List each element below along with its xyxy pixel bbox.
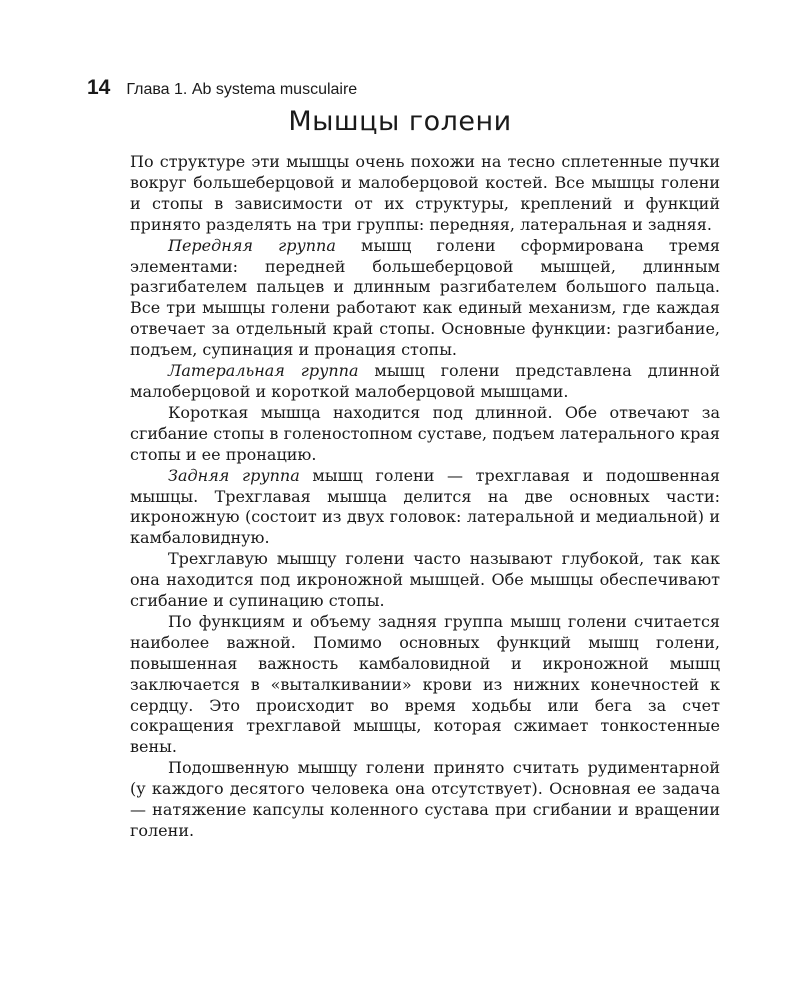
paragraph <box>130 549 720 612</box>
paragraph-text: мышц голени сформирована тремя элементами: передней большеберцовой мышцей, длинным разгибателем пальцев и длинным разгибателем большого пальца. Все три мышцы голени работают как единый механизм, где каждая отвечает за отдельный край стопы. Основные функции: разгибание, подъем, супинация и пронация стопы. <box>130 235 721 360</box>
paragraph-text: Короткая мышца находится под длинной. Обе отвечают за сгибание стопы в голеностопном суставе, подъем латерального края стопы и ее пронацию. <box>130 402 720 464</box>
paragraph-text: Подошвенную мышцу голени принято считать рудиментарной (у каждого десятого человека она отсутствует). Основная ее задача — натяжение капсулы коленного сустава при сгибании и вращении голени. <box>130 758 720 840</box>
paragraph <box>130 361 720 403</box>
paragraph-text: мышц голени представлена длинной малоберцовой и короткой малоберцовой мышцами. <box>130 361 721 401</box>
paragraph-text: Трехглавую мышцу голени часто называют глубокой, так как она находится под икроножной мышцей. Обе мышцы обеспечивают сгибание и супинацию стопы. <box>130 549 720 611</box>
section-title: Мышцы голени <box>288 106 512 137</box>
page-number: 14 <box>87 76 111 99</box>
paragraph-text: По структуре эти мышцы очень похожи на тесно сплетенные пучки вокруг большеберцовой и малоберцовой костей. Все мышцы голени и стопы в зависимости от их структуры, креплений и функций принято разделять на три группы: передняя, латеральная и задняя. <box>130 152 720 234</box>
running-head <box>87 76 357 104</box>
group-term: Передняя группа <box>168 235 336 255</box>
paragraph <box>130 403 720 466</box>
paragraph <box>130 152 720 236</box>
group-term: Латеральная группа <box>168 361 359 381</box>
paragraph <box>130 612 720 758</box>
paragraph-text: мышц голени — трехглавая и подошвенная мышцы. Трехглавая мышца делится на две основных части: икроножную (состоит из двух головок: латеральной и медиальной) и камбаловидную. <box>130 465 721 548</box>
paragraph <box>130 236 720 361</box>
body-text <box>130 152 720 842</box>
paragraph <box>130 758 720 842</box>
group-term: Задняя группа <box>168 465 300 485</box>
chapter-title: Глава 1. Ab systema musculaire <box>126 81 358 98</box>
paragraph <box>130 466 720 550</box>
paragraph-text: По функциям и объему задняя группа мышц голени считается наиболее важной. Помимо основных функций мышц голени, повышенная важность камбаловидной и икроножной мышц заключается в «выталкивании» крови из нижних конечностей к сердцу. Это происходит во время ходьбы или бега за счет сокращения трехглавой мышцы, которая сжимает тонкостенные вены. <box>130 611 720 757</box>
